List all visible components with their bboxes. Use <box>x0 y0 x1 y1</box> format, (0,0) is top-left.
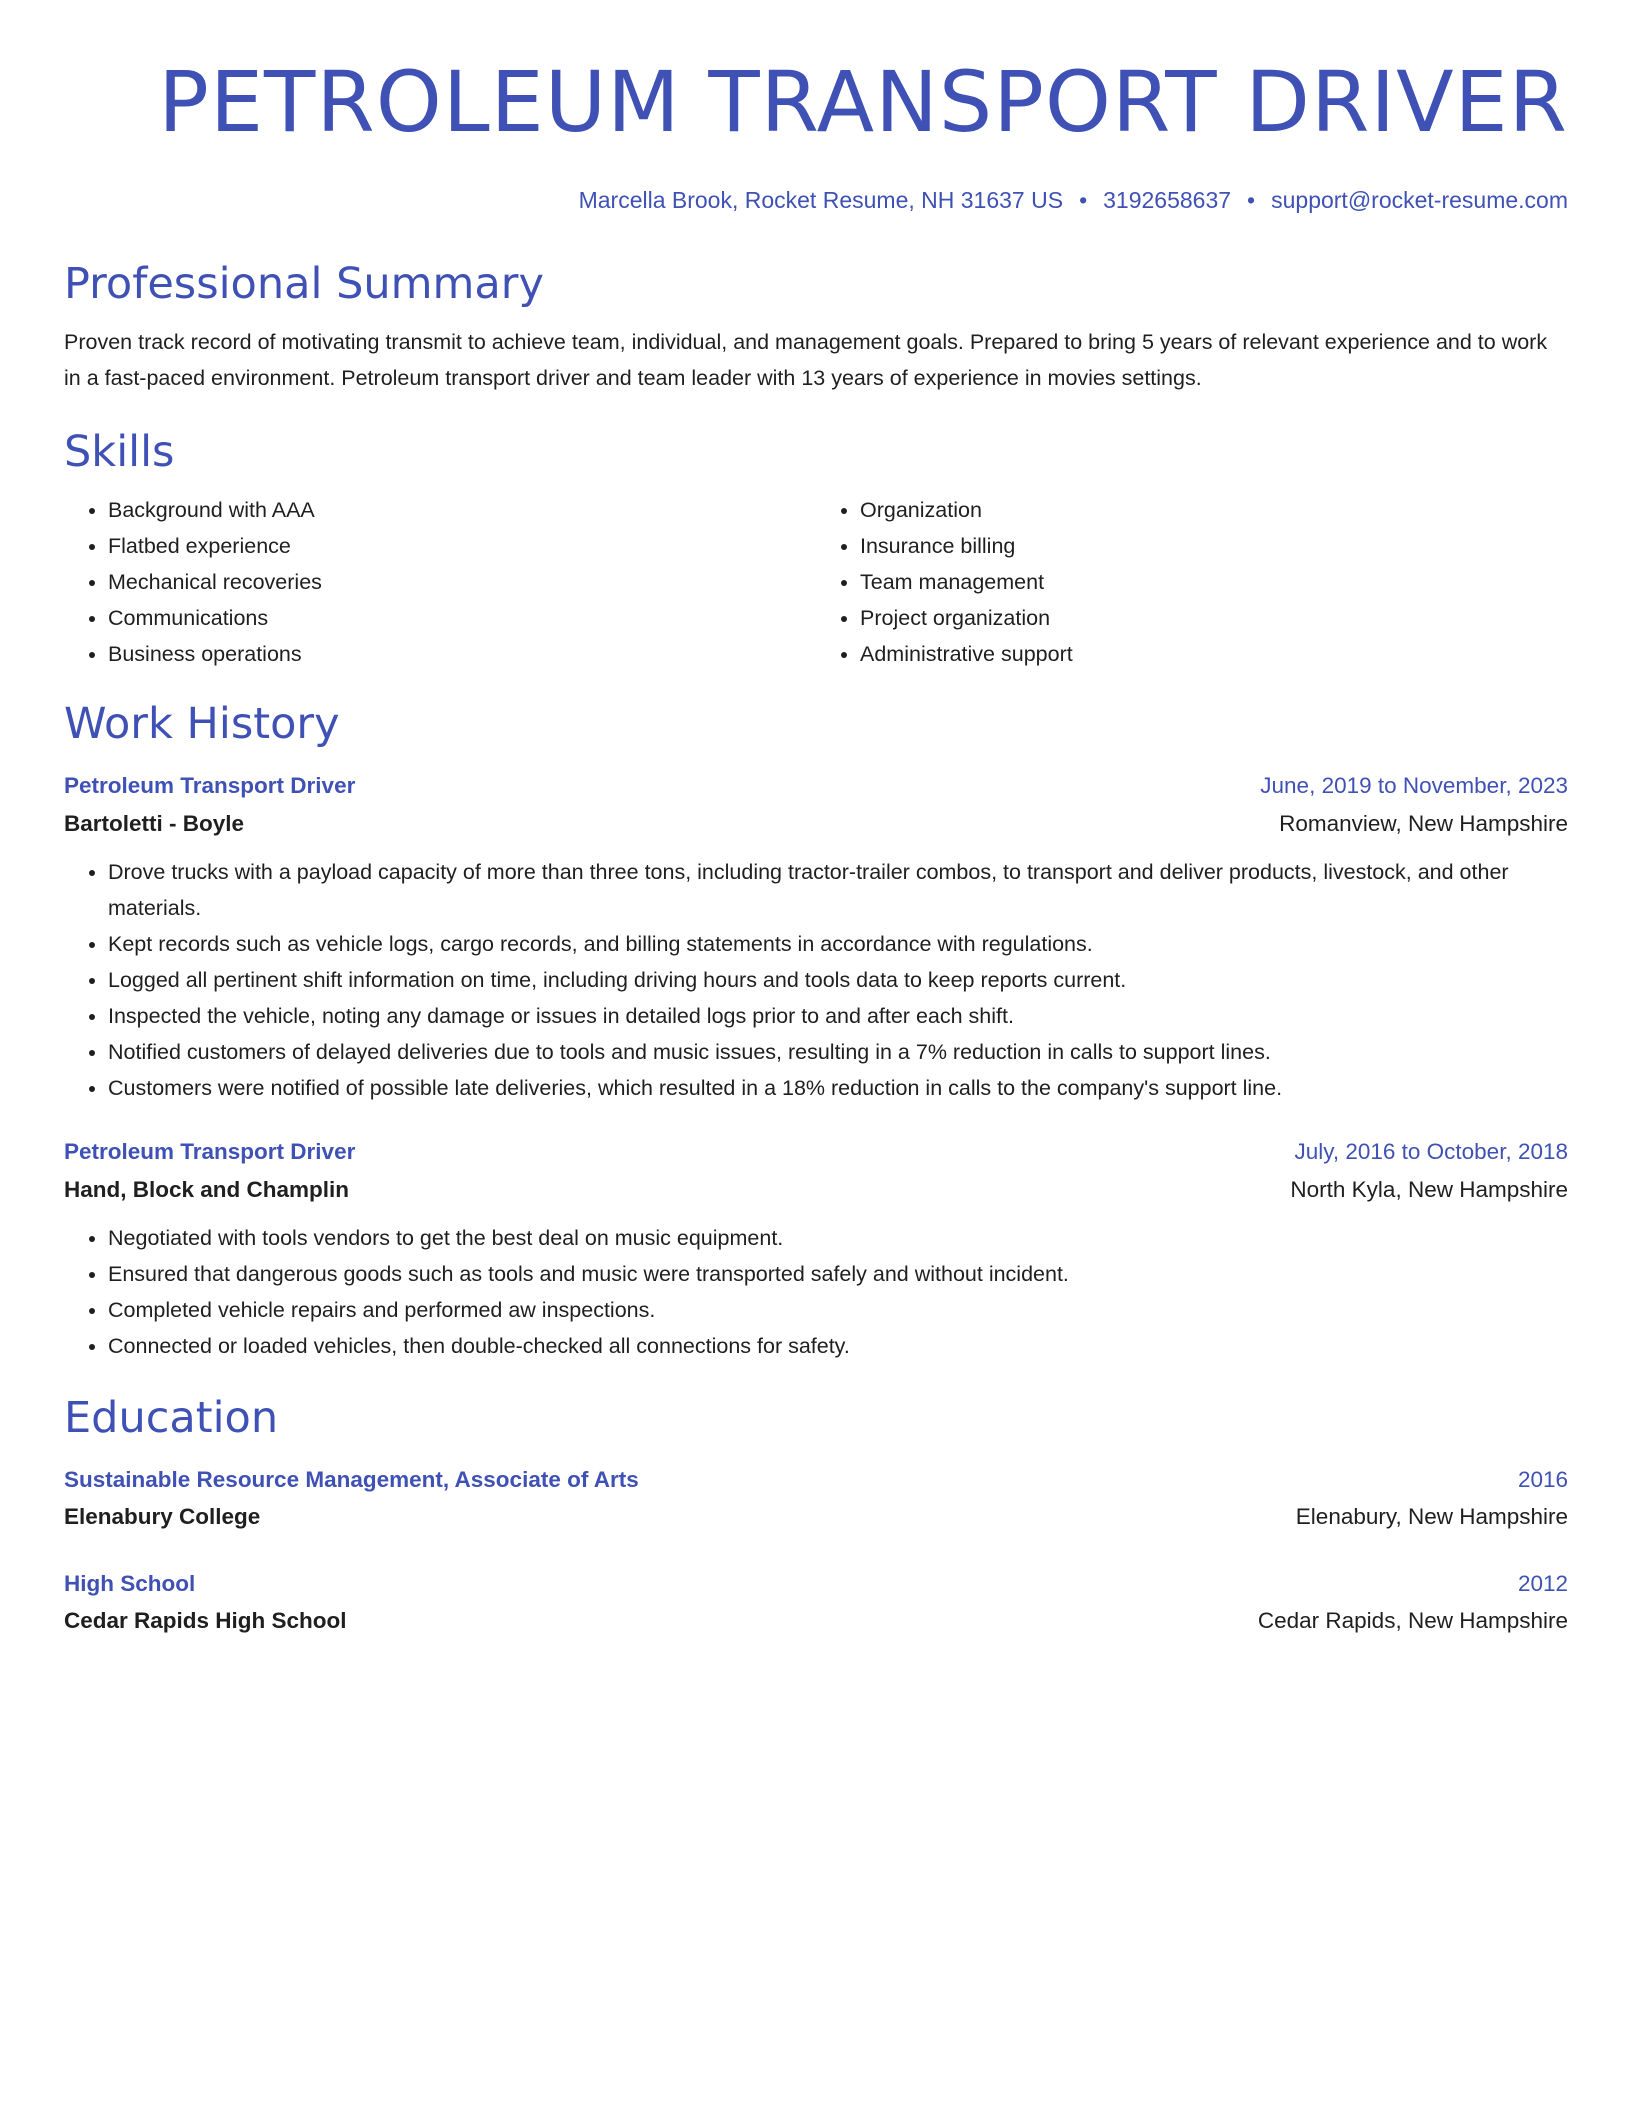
contact-separator: • <box>1247 187 1256 213</box>
education-location: Cedar Rapids, New Hampshire <box>1257 1608 1568 1633</box>
skill-item: • Insurance billing <box>860 528 1568 564</box>
job-title: Petroleum Transport Driver <box>64 773 356 798</box>
job-bullets <box>64 1220 1568 1364</box>
education-subheader <box>64 1602 1568 1640</box>
skills-heading: Skills <box>64 427 175 477</box>
education-header <box>64 1566 1568 1602</box>
job-bullets <box>64 854 1568 1106</box>
job-subheader <box>64 1170 1568 1210</box>
skill-item: • Project organization <box>860 600 1568 636</box>
job-bullet: • Notified customers of delayed deliveries due to tools and music issues, resulting in a 7% reduction in calls to support lines. <box>108 1034 1568 1070</box>
education-degree: High School <box>64 1571 196 1596</box>
job-bullet: • Negotiated with tools vendors to get the best deal on music equipment. <box>108 1220 1568 1256</box>
job-bullet: • Customers were notified of possible late deliveries, which resulted in a 18% reduction in calls to the company's support line. <box>108 1070 1568 1106</box>
work-history-heading: Work History <box>64 699 340 749</box>
summary-text: Proven track record of motivating transmit to achieve team, individual, and management goals. Prepared to bring 5 years of relevant experience and to work in a fast-paced environment. Petroleum transport driver and team leader with 13 years of experience in movies settings. <box>64 330 1548 390</box>
education-school: Cedar Rapids High School <box>64 1608 347 1633</box>
contact-phone: 3192658637 <box>1103 187 1232 213</box>
job-dates: June, 2019 to November, 2023 <box>1260 773 1568 798</box>
summary-heading: Professional Summary <box>64 259 544 309</box>
job-title: Petroleum Transport Driver <box>64 1139 356 1164</box>
education-header <box>64 1462 1568 1498</box>
education-year: 2016 <box>1517 1467 1568 1492</box>
skill-item: • Administrative support <box>860 636 1568 672</box>
education-entry <box>64 1462 1568 1536</box>
education-entry <box>64 1566 1568 1640</box>
skill-item: • Background with AAA <box>108 492 816 528</box>
skills-column-right <box>816 492 1568 672</box>
education-heading: Education <box>64 1393 279 1443</box>
skill-item: • Organization <box>860 492 1568 528</box>
education-location: Elenabury, New Hampshire <box>1295 1504 1568 1529</box>
education-degree: Sustainable Resource Management, Associate of Arts <box>64 1467 639 1492</box>
contact-email[interactable]: support@rocket-resume.com <box>1271 187 1568 213</box>
skills-column-left <box>64 492 816 672</box>
job-header <box>64 1134 1568 1170</box>
skill-item: • Business operations <box>108 636 816 672</box>
job-bullet: • Connected or loaded vehicles, then double-checked all connections for safety. <box>108 1328 1568 1364</box>
job-header <box>64 768 1568 804</box>
skills-list <box>64 492 1568 672</box>
skill-item: • Mechanical recoveries <box>108 564 816 600</box>
job-company: Bartoletti - Boyle <box>64 811 245 836</box>
education-subheader <box>64 1498 1568 1536</box>
contact-separator: • <box>1079 187 1088 213</box>
job-bullet: • Kept records such as vehicle logs, cargo records, and billing statements in accordance with regulations. <box>108 926 1568 962</box>
education-year: 2012 <box>1517 1571 1568 1596</box>
job-bullet: • Completed vehicle repairs and performed aw inspections. <box>108 1292 1568 1328</box>
job-bullet: • Inspected the vehicle, noting any damage or issues in detailed logs prior to and after each shift. <box>108 998 1568 1034</box>
job-entry <box>64 1134 1568 1364</box>
job-bullet: • Logged all pertinent shift information on time, including driving hours and tools data to keep reports current. <box>108 962 1568 998</box>
contact-line <box>64 184 1568 216</box>
document-title: PETROLEUM TRANSPORT DRIVER <box>158 53 1568 151</box>
skill-item: • Team management <box>860 564 1568 600</box>
contact-address: Marcella Brook, Rocket Resume, NH 31637 US <box>578 187 1064 213</box>
job-dates: July, 2016 to October, 2018 <box>1294 1139 1568 1164</box>
skill-item: • Flatbed experience <box>108 528 816 564</box>
job-bullet: • Drove trucks with a payload capacity of more than three tons, including tractor-trailer combos, to transport and deliver products, livestock, and other materials. <box>108 854 1568 926</box>
job-company: Hand, Block and Champlin <box>64 1177 350 1202</box>
skill-item: • Communications <box>108 600 816 636</box>
job-location: North Kyla, New Hampshire <box>1290 1177 1568 1202</box>
job-bullet: • Ensured that dangerous goods such as tools and music were transported safely and without incident. <box>108 1256 1568 1292</box>
job-subheader <box>64 804 1568 844</box>
job-entry <box>64 768 1568 1106</box>
job-location: Romanview, New Hampshire <box>1279 811 1568 836</box>
education-school: Elenabury College <box>64 1504 261 1529</box>
